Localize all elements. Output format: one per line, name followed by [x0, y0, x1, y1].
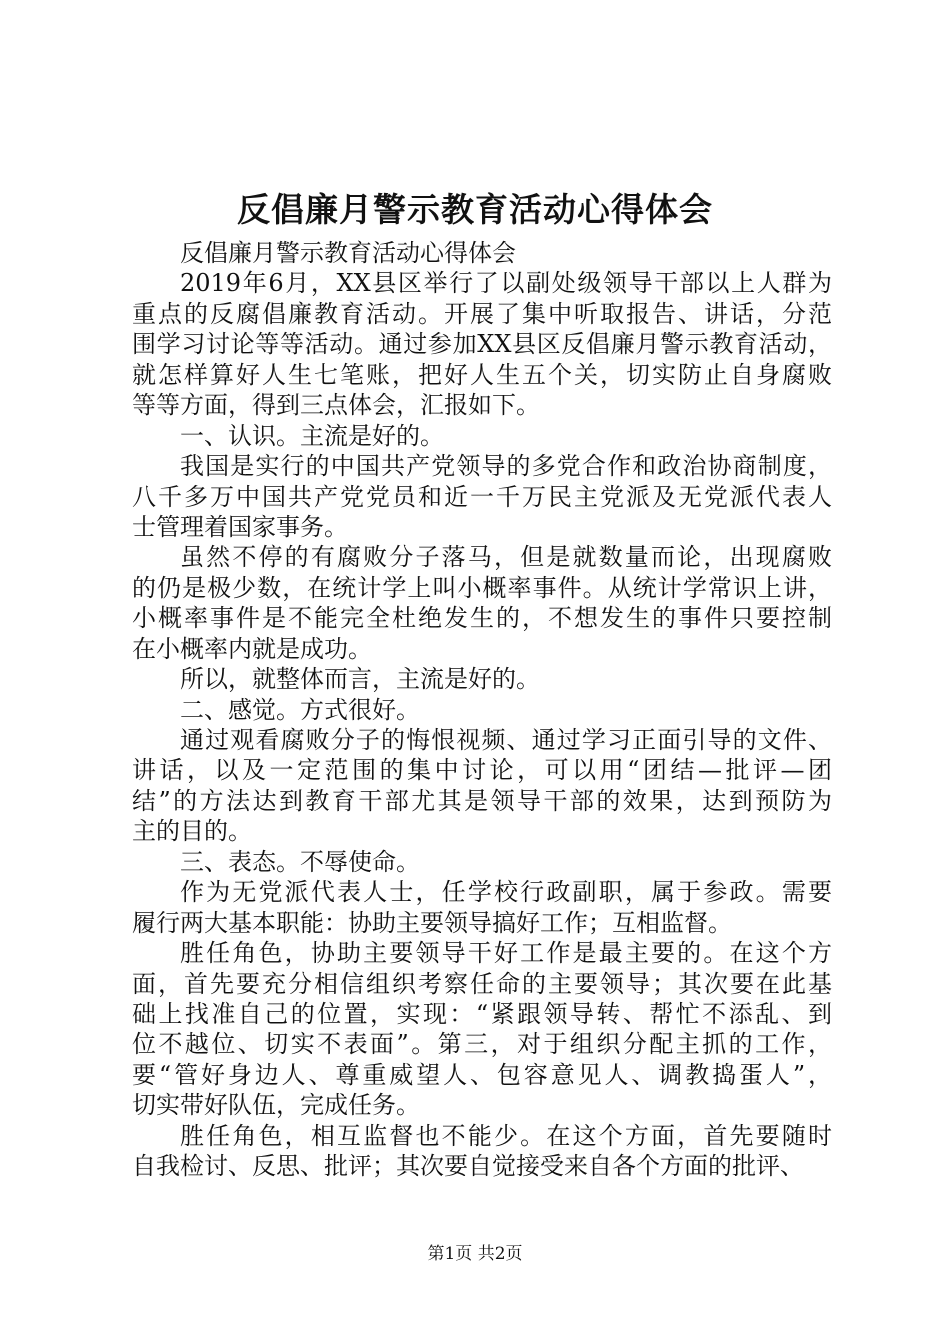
- paragraph-line: 我国是实行的中国共产党领导的多党合作和政治协商制度，: [180, 452, 832, 481]
- paragraph-line: 重点的反腐倡廉教育活动。开展了集中听取报告、讲话，分范: [132, 299, 832, 328]
- paragraph-line: 一、认识。主流是好的。: [180, 421, 444, 450]
- paragraph-line: 等等方面，得到三点体会，汇报如下。: [132, 391, 540, 420]
- page-title: 反倡廉月警示教育活动心得体会: [237, 190, 713, 229]
- paragraph-line: 所以，就整体而言，主流是好的。: [180, 665, 540, 694]
- paragraph-line: 面，首先要充分相信组织考察任命的主要领导；其次要在此基: [132, 969, 832, 998]
- document-body: [132, 238, 832, 1182]
- paragraph-line: 作为无党派代表人士，任学校行政副职，属于参政。需要: [180, 878, 832, 907]
- paragraph-line: 础上找准自己的位置，实现：“紧跟领导转、帮忙不添乱、到: [132, 999, 832, 1028]
- paragraph-line: 要“管好身边人、尊重威望人、包容意见人、调教捣蛋人”，: [132, 1060, 832, 1089]
- paragraph-line: 胜任角色，相互监督也不能少。在这个方面，首先要随时: [180, 1121, 832, 1150]
- paragraph-line: 胜任角色，协助主要领导干好工作是最主要的。在这个方: [180, 939, 832, 968]
- paragraph-line: 位不越位、切实不表面”。第三，对于组织分配主抓的工作，: [132, 1030, 832, 1059]
- paragraph-line: 八千多万中国共产党党员和近一千万民主党派及无党派代表人: [132, 482, 832, 511]
- paragraph-line: 就怎样算好人生七笔账，把好人生五个关，切实防止自身腐败: [132, 360, 832, 389]
- paragraph-line: 二、感觉。方式很好。: [180, 695, 420, 724]
- paragraph-line: 在小概率内就是成功。: [132, 634, 372, 663]
- paragraph-line: 切实带好队伍，完成任务。: [132, 1091, 420, 1120]
- paragraph-line: 士管理着国家事务。: [132, 512, 348, 541]
- paragraph-line: 2019年6月，XX县区举行了以副处级领导干部以上人群为: [180, 269, 832, 298]
- paragraph-line: 虽然不停的有腐败分子落马，但是就数量而论，出现腐败: [180, 543, 832, 572]
- page-number: 第1页 共2页: [427, 1244, 523, 1264]
- paragraph-line: 讲话，以及一定范围的集中讨论，可以用“团结—批评—团: [132, 756, 832, 785]
- paragraph-line: 履行两大基本职能：协助主要领导搞好工作；互相监督。: [132, 908, 732, 937]
- paragraph-line: 自我检讨、反思、批评；其次要自觉接受来自各个方面的批评、: [132, 1152, 804, 1181]
- paragraph-line: 通过观看腐败分子的悔恨视频、通过学习正面引导的文件、: [180, 726, 832, 754]
- paragraph-line: 主的目的。: [132, 817, 252, 846]
- paragraph-line: 三、表态。不辱使命。: [180, 847, 420, 876]
- paragraph-line: 围学习讨论等等活动。通过参加XX县区反倡廉月警示教育活动，: [132, 330, 832, 359]
- paragraph-line: 的仍是极少数，在统计学上叫小概率事件。从统计学常识上讲，: [132, 573, 832, 602]
- paragraph-line: 小概率事件是不能完全杜绝发生的，不想发生的事件只要控制: [132, 604, 832, 633]
- paragraph-line: 反倡廉月警示教育活动心得体会: [180, 239, 516, 267]
- paragraph-line: 结”的方法达到教育干部尤其是领导干部的效果，达到预防为: [132, 786, 832, 815]
